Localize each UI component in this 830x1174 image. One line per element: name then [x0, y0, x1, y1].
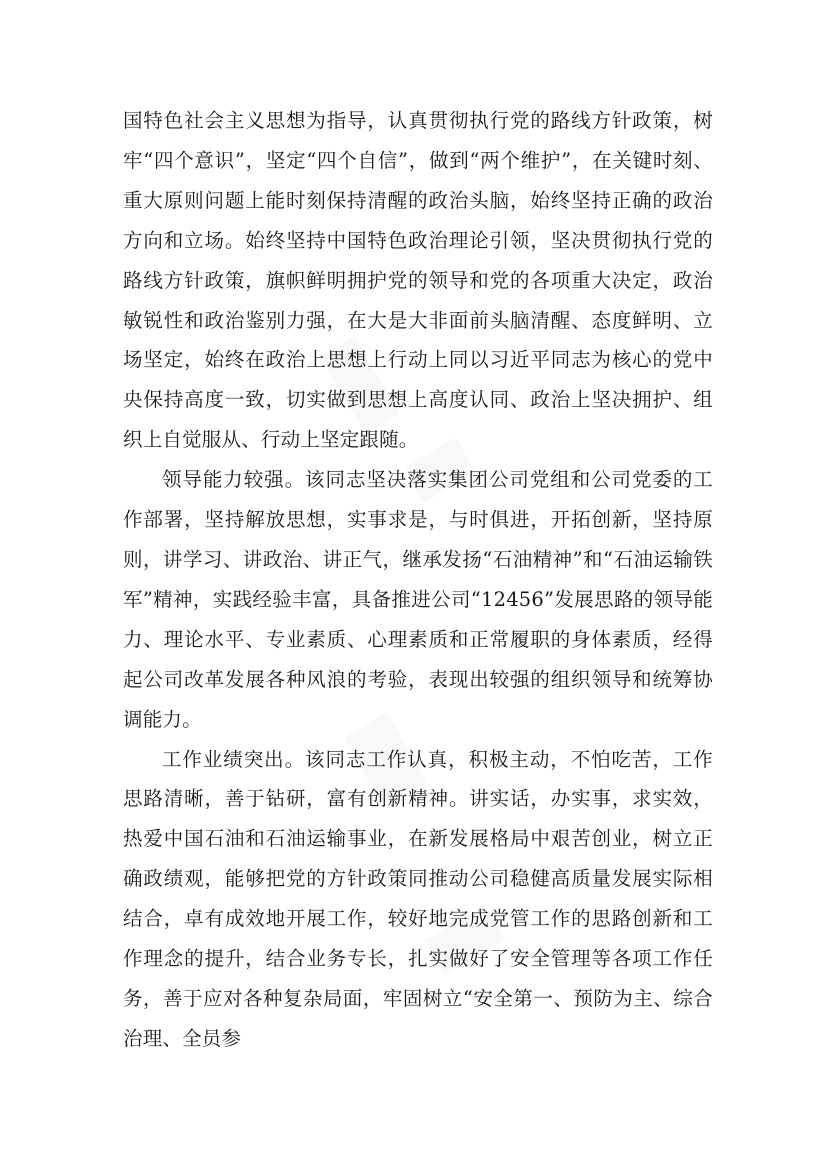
paragraph-performance: 工作业绩突出。该同志工作认真，积极主动，不怕吃苦，工作思路清晰，善于钻研，富有创新精神。讲实话，办实事，求实效，热爱中国石油和石油运输事业，在新发展格局中艰苦创业，树立正确政绩观，能够把党的方针政策同推动公司稳健高质量发展实际相结合，卓有成效地开展工作，较好地完成党管工作的思路创新和工作理念的提升，结合业务专长，扎实做好了安全管理等各项工作任务，善于应对各种复杂局面，牢固树立“安全第一、预防为主、综合治理、全员参: [123, 747, 713, 1050]
body-text: [123, 101, 713, 1059]
paragraph-political: 国特色社会主义思想为指导，认真贯彻执行党的路线方针政策，树牢“四个意识”，坚定“四个自信”，做到“两个维护”，在关键时刻、重大原则问题上能时刻保持清醒的政治头脑，始终坚持正确的政治方向和立场。始终坚持中国特色政治理论引领，坚决贯彻执行党的路线方针政策，旗帜鲜明拥护党的领导和党的各项重大决定，政治敏锐性和政治鉴别力强，在大是大非面前头脑清醒、态度鲜明、立场坚定，始终在政治上思想上行动上同以习近平同志为核心的党中央保持高度一致，切实做到思想上高度认同、政治上坚决拥护、组织上自觉服从、行动上坚定跟随。: [123, 109, 713, 452]
paragraph-leadership: 领导能力较强。该同志坚决落实集团公司党组和公司党委的工作部署，坚持解放思想，实事求是，与时俱进，开拓创新，坚持原则，讲学习、讲政治、讲正气，继承发扬“石油精神”和“石油运输铁军”精神，实践经验丰富，具备推进公司“12456”发展思路的领导能力、理论水平、专业素质、心理素质和正常履职的身体素质，经得起公司改革发展各种风浪的考验，表现出较强的组织领导和统筹协调能力。: [123, 468, 713, 731]
